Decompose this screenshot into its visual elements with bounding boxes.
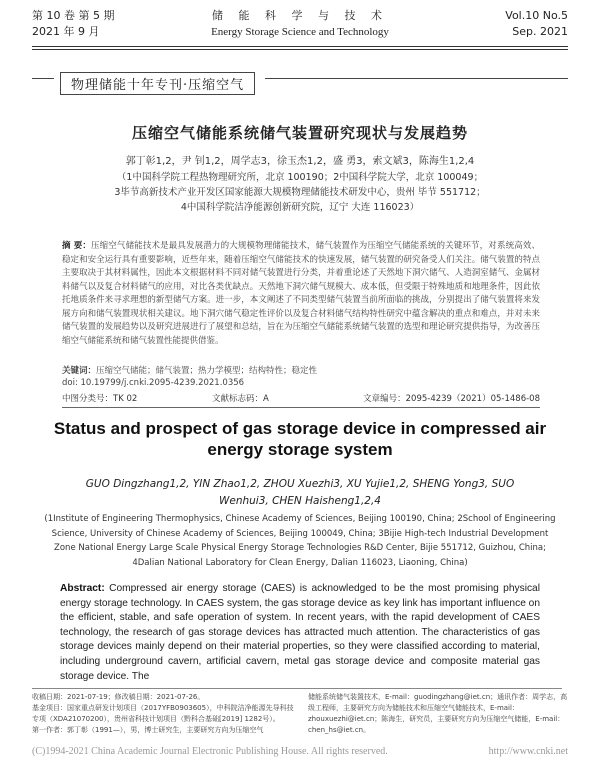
footnote-left bbox=[32, 692, 300, 736]
special-issue-banner: 物理储能十年专刊·压缩空气 bbox=[60, 72, 255, 95]
keywords-cn-text: 压缩空气储能；储气装置；热力学模型；结构特性；稳定性 bbox=[96, 366, 318, 376]
affiliations-cn bbox=[60, 170, 540, 215]
journal-title bbox=[32, 8, 568, 40]
journal-title-en: Energy Storage Science and Technology bbox=[211, 26, 389, 38]
abstract-cn bbox=[62, 240, 540, 348]
paper-title-en: Status and prospect of gas storage device in compressed air energy storage system bbox=[53, 419, 547, 459]
classification-rule bbox=[62, 407, 540, 408]
document-code: 文献标志码：A bbox=[212, 394, 269, 404]
affiliation-line: 3毕节高新技术产业开发区国家能源大规模物理储能技术研发中心，贵州 毕节 551712； bbox=[114, 187, 486, 198]
date-cn: 2021 年 9 月 bbox=[32, 25, 100, 38]
issue-info-en bbox=[505, 8, 568, 40]
clc-number: 中图分类号：TK 02 bbox=[62, 394, 138, 404]
volume-issue-cn: 第 10 卷 第 5 期 bbox=[32, 9, 115, 22]
authors-en: GUO Dingzhang1,2, YIN Zhao1,2, ZHOU Xuezhi3, XU Yujie1,2, SHENG Yong3, SUO Wenhui3, CHEN Haisheng1,2,4 bbox=[85, 478, 515, 507]
footnote-line: 基金项目：国家重点研发计划项目（2017YFB0903605），中科院洁净能源先导科技专项（XDA21070200），贵州省科技计划项目（黔科合基础[2019] 1282号）。 bbox=[32, 704, 294, 723]
doi: doi: 10.19799/j.cnki.2095-4239.2021.0356 bbox=[62, 378, 245, 388]
authors-cn: 郭丁彰1,2，尹 钊1,2，周学志3，徐玉杰1,2，盛 勇3，索文斌3，陈海生1,2,4 bbox=[125, 156, 475, 167]
special-issue-rule-right bbox=[265, 78, 568, 79]
affiliation-line: （1中国科学院工程热物理研究所，北京 100190；2中国科学院大学，北京 100049； bbox=[116, 172, 484, 183]
cnki-link[interactable]: http://www.cnki.net bbox=[488, 746, 568, 757]
abstract-cn-label: 摘 要： bbox=[62, 241, 92, 251]
footnote-line: 收稿日期：2021-07-19；修改稿日期：2021-07-26。 bbox=[32, 693, 205, 701]
footnote-line: 第一作者：郭丁彰（1991—），男，博士研究生，主要研究方向为压缩空气 bbox=[32, 726, 264, 734]
header-rule-thin bbox=[32, 49, 568, 50]
copyright-notice: (C)1994-2021 China Academic Journal Electronic Publishing House. All rights reserved. bbox=[32, 746, 388, 757]
abstract-en-text: Compressed air energy storage (CAES) is acknowledged to be the most promising physical energy storage technology. In CAES system, the gas storage device as key link has important influence on the efficient, stable, and safe operation of system. In recent years, with the rapid development of CAES technology, the research of gas storage devices has attracted much attention. The characteristics of gas storage devices mainly depend on their material properties, so they were classified according to material, including underground cavern, artificial cavern, metal gas storage device and composite material gas storage device. The bbox=[60, 583, 541, 682]
abstract-en bbox=[60, 582, 540, 684]
affiliations-en: (1Institute of Engineering Thermophysics, Chinese Academy of Sciences, Beijing 100190, China; 2School of Engineering Science, University of Chinese Academy of Sciences, Beijing 100049, China; 3Bijie High-tech Industrial Development Zone National Energy Large Scale Physical Energy Storage Technologies R&D Center, Bijie 551712, Guizhou, China; 4Dalian National Laboratory for Clean Energy, Dalian 116023, Liaoning, China) bbox=[44, 514, 556, 568]
journal-header bbox=[32, 8, 568, 48]
keywords-cn bbox=[62, 364, 540, 376]
date-en: Sep. 2021 bbox=[512, 25, 568, 38]
abstract-cn-text: 压缩空气储能技术是最具发展潜力的大规模物理储能技术，储气装置作为压缩空气储能系统的关键环节，对系统高效、稳定和安全运行具有重要影响，近些年来，随着压缩空气储能技术的快速发展，储气装置的研究备受人们关注。储气装置的特点主要取决于其材料属性，因此本文根据材料不同对储气装置进行分类，并着重论述了天然地下洞穴储气、人造洞室储气、金属材料储气以及复合材料储气的应用，对比各类优缺点。天然地下洞穴储气规模大、成本低，但受限于特殊地质和地理条件，因此依托地质条件来寻求理想的新型储气方案。进一步，本文阐述了不同类型储气装置当前所面临的挑战，分别提出了储气装置将来发展方向和储气装置现状相关建议。地下洞穴储气稳定性评价以及复合材料储气结构特性研究中蕴含解决的重点和难点，并对未来储气装置的发展趋势以及研究进展进行了展望和总结，旨在为压缩空气储能系统储气装置的选型和理论研究提供指导，为改善压缩空气储能系统和储气装置性能提供借鉴。 bbox=[62, 241, 540, 346]
journal-title-cn: 储 能 科 学 与 技 术 bbox=[212, 9, 388, 22]
special-issue-rule-left bbox=[32, 78, 54, 79]
paper-title-cn: 压缩空气储能系统储气装置研究现状与发展趋势 bbox=[131, 124, 468, 142]
header-rule bbox=[32, 46, 568, 47]
keywords-cn-label: 关键词： bbox=[62, 366, 97, 376]
footnote-rule bbox=[32, 688, 562, 689]
volume-issue-en: Vol.10 No.5 bbox=[505, 9, 568, 22]
abstract-en-label: Abstract: bbox=[60, 583, 105, 594]
footnote-line: 储能系统储气装置技术，E-mail：guodingzhang@iet.cn；通讯作者：周学志，高级工程师，主要研究方向为储能技术和压缩空气储能技术，E-mail：zhouxuezhi@iet.cn；陈海生，研究员，主要研究方向为压缩空气储能，E-mail：chen_hs@iet.cn。 bbox=[308, 693, 568, 734]
footnote-right bbox=[308, 692, 568, 736]
affiliation-line: 4中国科学院洁净能源创新研究院，辽宁 大连 116023） bbox=[180, 202, 420, 213]
article-number: 文章编号：2095-4239（2021）05-1486-08 bbox=[363, 394, 540, 404]
